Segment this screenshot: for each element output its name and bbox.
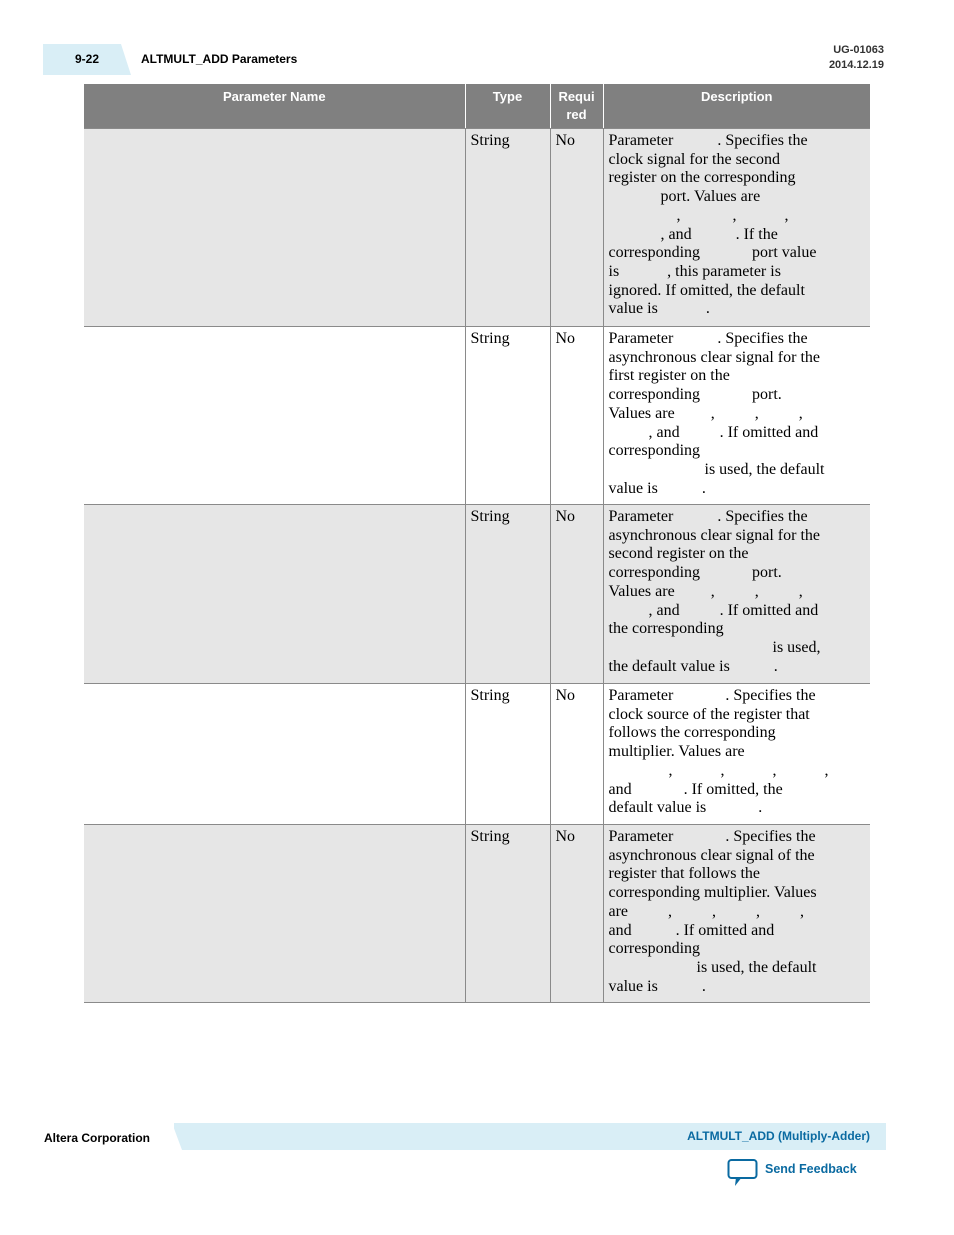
description-line: Parameter . Specifies the — [608, 508, 808, 525]
description-line: and . If omitted, the — [608, 780, 783, 798]
cell-description — [603, 684, 870, 825]
description-line: Parameter . Specifies the — [608, 330, 808, 347]
description-line: corresponding port value — [608, 244, 817, 262]
send-feedback-label[interactable]: Send Feedback — [765, 1162, 857, 1176]
description-line: ignored. If omitted, the default — [608, 281, 805, 299]
description-line: first register on the — [608, 367, 730, 385]
description-line: asynchronous clear signal of the — [608, 846, 815, 864]
cell-type: String — [465, 129, 550, 327]
cell-type: String — [465, 825, 550, 1003]
description-line: is used, the default — [608, 958, 817, 976]
table-row — [84, 129, 870, 327]
description-line: multiplier. Values are — [608, 743, 745, 761]
description-line: default value is . — [608, 799, 763, 817]
document-id: UG-01063 — [833, 44, 884, 56]
description-line: Values are , , , — [608, 404, 803, 422]
description-line: , and . If omitted and — [608, 601, 819, 619]
description-line: clock source of the register that — [608, 705, 810, 723]
speech-bubble-icon — [727, 1158, 759, 1188]
description-line: asynchronous clear signal for the — [608, 348, 820, 366]
description-line: corresponding multiplier. Values — [608, 884, 817, 902]
description-line: port. Values are — [608, 188, 761, 206]
description-line: corresponding — [608, 940, 701, 958]
cell-required: No — [550, 505, 603, 684]
description-line: Values are , , , — [608, 582, 803, 600]
table-header-row — [84, 84, 870, 129]
table-row — [84, 327, 870, 505]
page-number-tab — [43, 44, 131, 75]
description-line: corresponding port. — [608, 564, 782, 582]
description-line: register on the corresponding — [608, 169, 796, 187]
footer-chapter-link[interactable]: ALTMULT_ADD (Multiply-Adder) — [687, 1129, 870, 1143]
cell-parameter-name — [84, 129, 465, 327]
description-line: , and . If omitted and — [608, 423, 819, 441]
footer-company: Altera Corporation — [44, 1131, 151, 1145]
column-header-required — [550, 84, 603, 129]
table-row — [84, 825, 870, 1003]
cell-parameter-name — [84, 505, 465, 684]
column-header-description: Description — [603, 84, 870, 129]
description-line: corresponding port. — [608, 386, 782, 404]
cell-description — [603, 825, 870, 1003]
cell-description — [603, 129, 870, 327]
document-id-block — [829, 43, 884, 73]
document-date: 2014.12.19 — [828, 59, 884, 71]
table-row — [84, 684, 870, 825]
column-header-parameter-name: Parameter Name — [84, 84, 465, 129]
description-line: the corresponding — [608, 620, 724, 638]
description-line: the default value is . — [608, 657, 778, 675]
table-row — [84, 505, 870, 684]
description-line: are , , , , — [608, 902, 805, 920]
description-line: Parameter . Specifies the — [608, 828, 816, 845]
description-line: , , , , — [608, 761, 829, 779]
description-line: Parameter . Specifies the — [608, 132, 808, 149]
description-line: is used, the default — [608, 460, 825, 478]
parameters-table — [84, 84, 870, 1003]
table-body — [84, 129, 870, 1003]
column-header-required-line1: Requi — [558, 89, 595, 104]
description-line: is , this parameter is — [608, 262, 781, 280]
description-line: register that follows the — [608, 865, 761, 883]
cell-required: No — [550, 327, 603, 505]
cell-description — [603, 327, 870, 505]
cell-type: String — [465, 327, 550, 505]
description-line: and . If omitted and — [608, 921, 775, 939]
description-line: Parameter . Specifies the — [608, 687, 816, 704]
description-line: , and . If the — [608, 225, 778, 243]
cell-parameter-name — [84, 825, 465, 1003]
cell-required: No — [550, 129, 603, 327]
description-line: corresponding — [608, 442, 701, 460]
description-line: value is . — [608, 300, 710, 318]
section-title: ALTMULT_ADD Parameters — [141, 52, 298, 66]
cell-parameter-name — [84, 327, 465, 505]
description-line: second register on the — [608, 545, 749, 563]
column-header-type: Type — [465, 84, 550, 129]
description-line: asynchronous clear signal for the — [608, 526, 820, 544]
cell-type: String — [465, 505, 550, 684]
cell-parameter-name — [84, 684, 465, 825]
footer-band-edge — [172, 1123, 186, 1150]
description-line: value is . — [608, 977, 706, 995]
description-line: clock signal for the second — [608, 150, 780, 168]
column-header-required-line2: red — [566, 107, 587, 122]
page-number: 9-22 — [74, 52, 100, 66]
description-line: is used, — [608, 638, 821, 656]
cell-description — [603, 505, 870, 684]
cell-type: String — [465, 684, 550, 825]
description-line: follows the corresponding — [608, 724, 776, 742]
description-line: value is . — [608, 479, 706, 497]
description-line: , , , — [608, 206, 789, 224]
cell-required: No — [550, 825, 603, 1003]
cell-required: No — [550, 684, 603, 825]
